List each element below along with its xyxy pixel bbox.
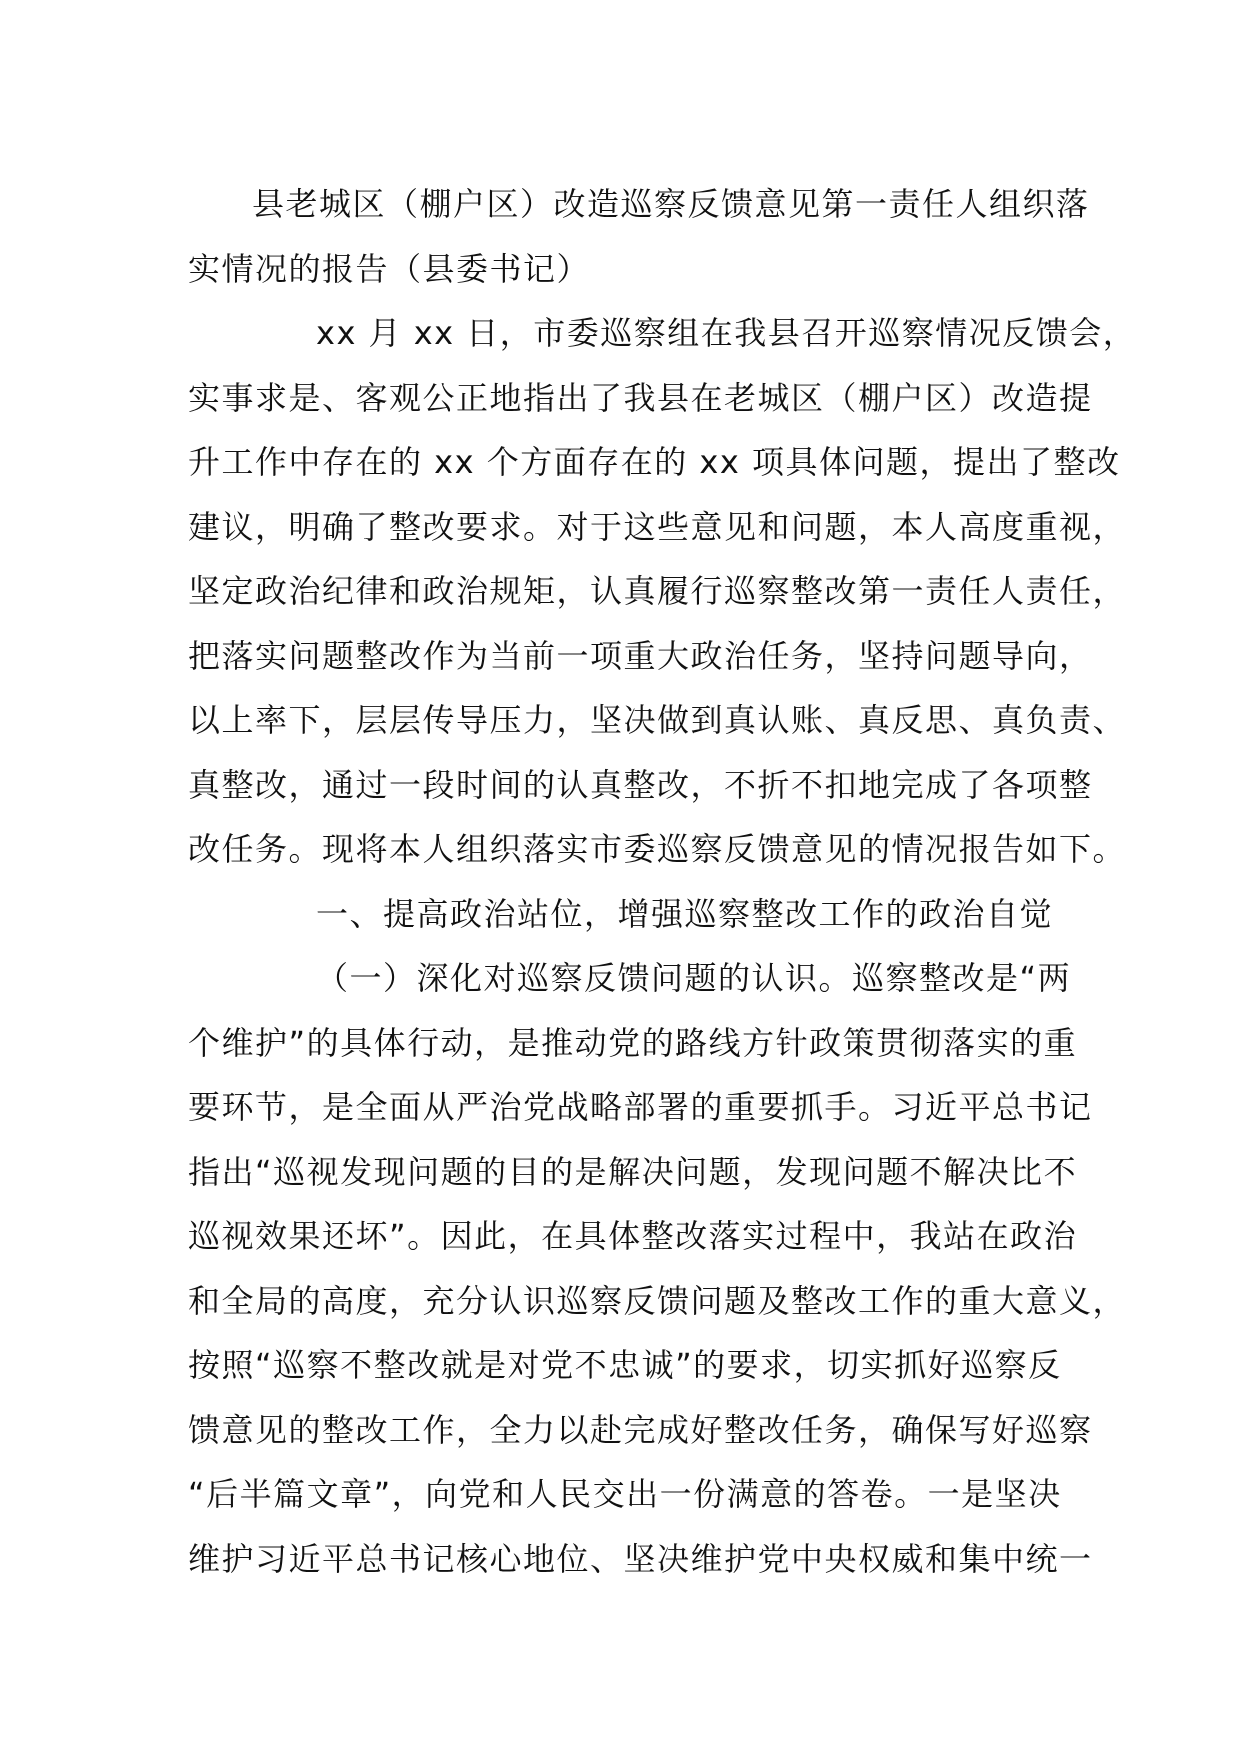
- paragraph-line: 要环节，是全面从严治党战略部署的重要抓手。习近平总书记: [188, 1088, 1093, 1126]
- paragraph-line: 建议，明确了整改要求。对于这些意见和问题，本人高度重视，: [188, 507, 1127, 546]
- paragraph-line: （一）深化对巡察反馈问题的认识。巡察整改是“两: [316, 959, 1072, 997]
- section-heading: 一、提高政治站位，增强巡察整改工作的政治自觉: [316, 894, 1054, 933]
- paragraph-line: 巡视效果还坏”。因此，在具体整改落实过程中，我站在政治: [188, 1217, 1078, 1255]
- paragraph-line: “后半篇文章”，向党和人民交出一份满意的答卷。一是坚决: [188, 1475, 1062, 1513]
- title-line: 县老城区（棚户区）改造巡察反馈意见第一责任人组织落: [252, 185, 1090, 223]
- title-line: 实情况的报告（县委书记）: [188, 249, 591, 288]
- paragraph-line: 维护习近平总书记核心地位、坚决维护党中央权威和集中统一: [188, 1539, 1093, 1578]
- paragraph-line: 以上率下，层层传导压力，坚决做到真认账、真反思、真负责、: [188, 701, 1127, 739]
- paragraph-line: 按照“巡察不整改就是对党不忠诚”的要求，切实抓好巡察反: [188, 1346, 1062, 1384]
- paragraph-line: 坚定政治纪律和政治规矩，认真履行巡察整改第一责任人责任，: [188, 572, 1127, 610]
- paragraph-line: 改任务。现将本人组织落实市委巡察反馈意见的情况报告如下。: [188, 830, 1127, 868]
- paragraph-line: 把落实问题整改作为当前一项重大政治任务，坚持问题导向，: [188, 636, 1093, 675]
- paragraph-line: 馈意见的整改工作，全力以赴完成好整改任务，确保写好巡察: [188, 1410, 1093, 1449]
- paragraph-line: 升工作中存在的 xx 个方面存在的 xx 项具体问题，提出了整改: [188, 443, 1121, 481]
- paragraph-line: 和全局的高度，充分认识巡察反馈问题及整改工作的重大意义，: [188, 1281, 1127, 1320]
- document-body: [188, 172, 1137, 1591]
- paragraph-line: 实事求是、客观公正地指出了我县在老城区（棚户区）改造提: [188, 378, 1093, 417]
- paragraph-line: 个维护”的具体行动，是推动党的路线方针政策贯彻落实的重: [188, 1023, 1078, 1062]
- paragraph-line: xx 月 xx 日，市委巡察组在我县召开巡察情况反馈会，: [316, 314, 1137, 352]
- paragraph-line: 指出“巡视发现问题的目的是解决问题，发现问题不解决比不: [188, 1152, 1078, 1191]
- paragraph-line: 真整改，通过一段时间的认真整改，不折不扣地完成了各项整: [188, 765, 1093, 804]
